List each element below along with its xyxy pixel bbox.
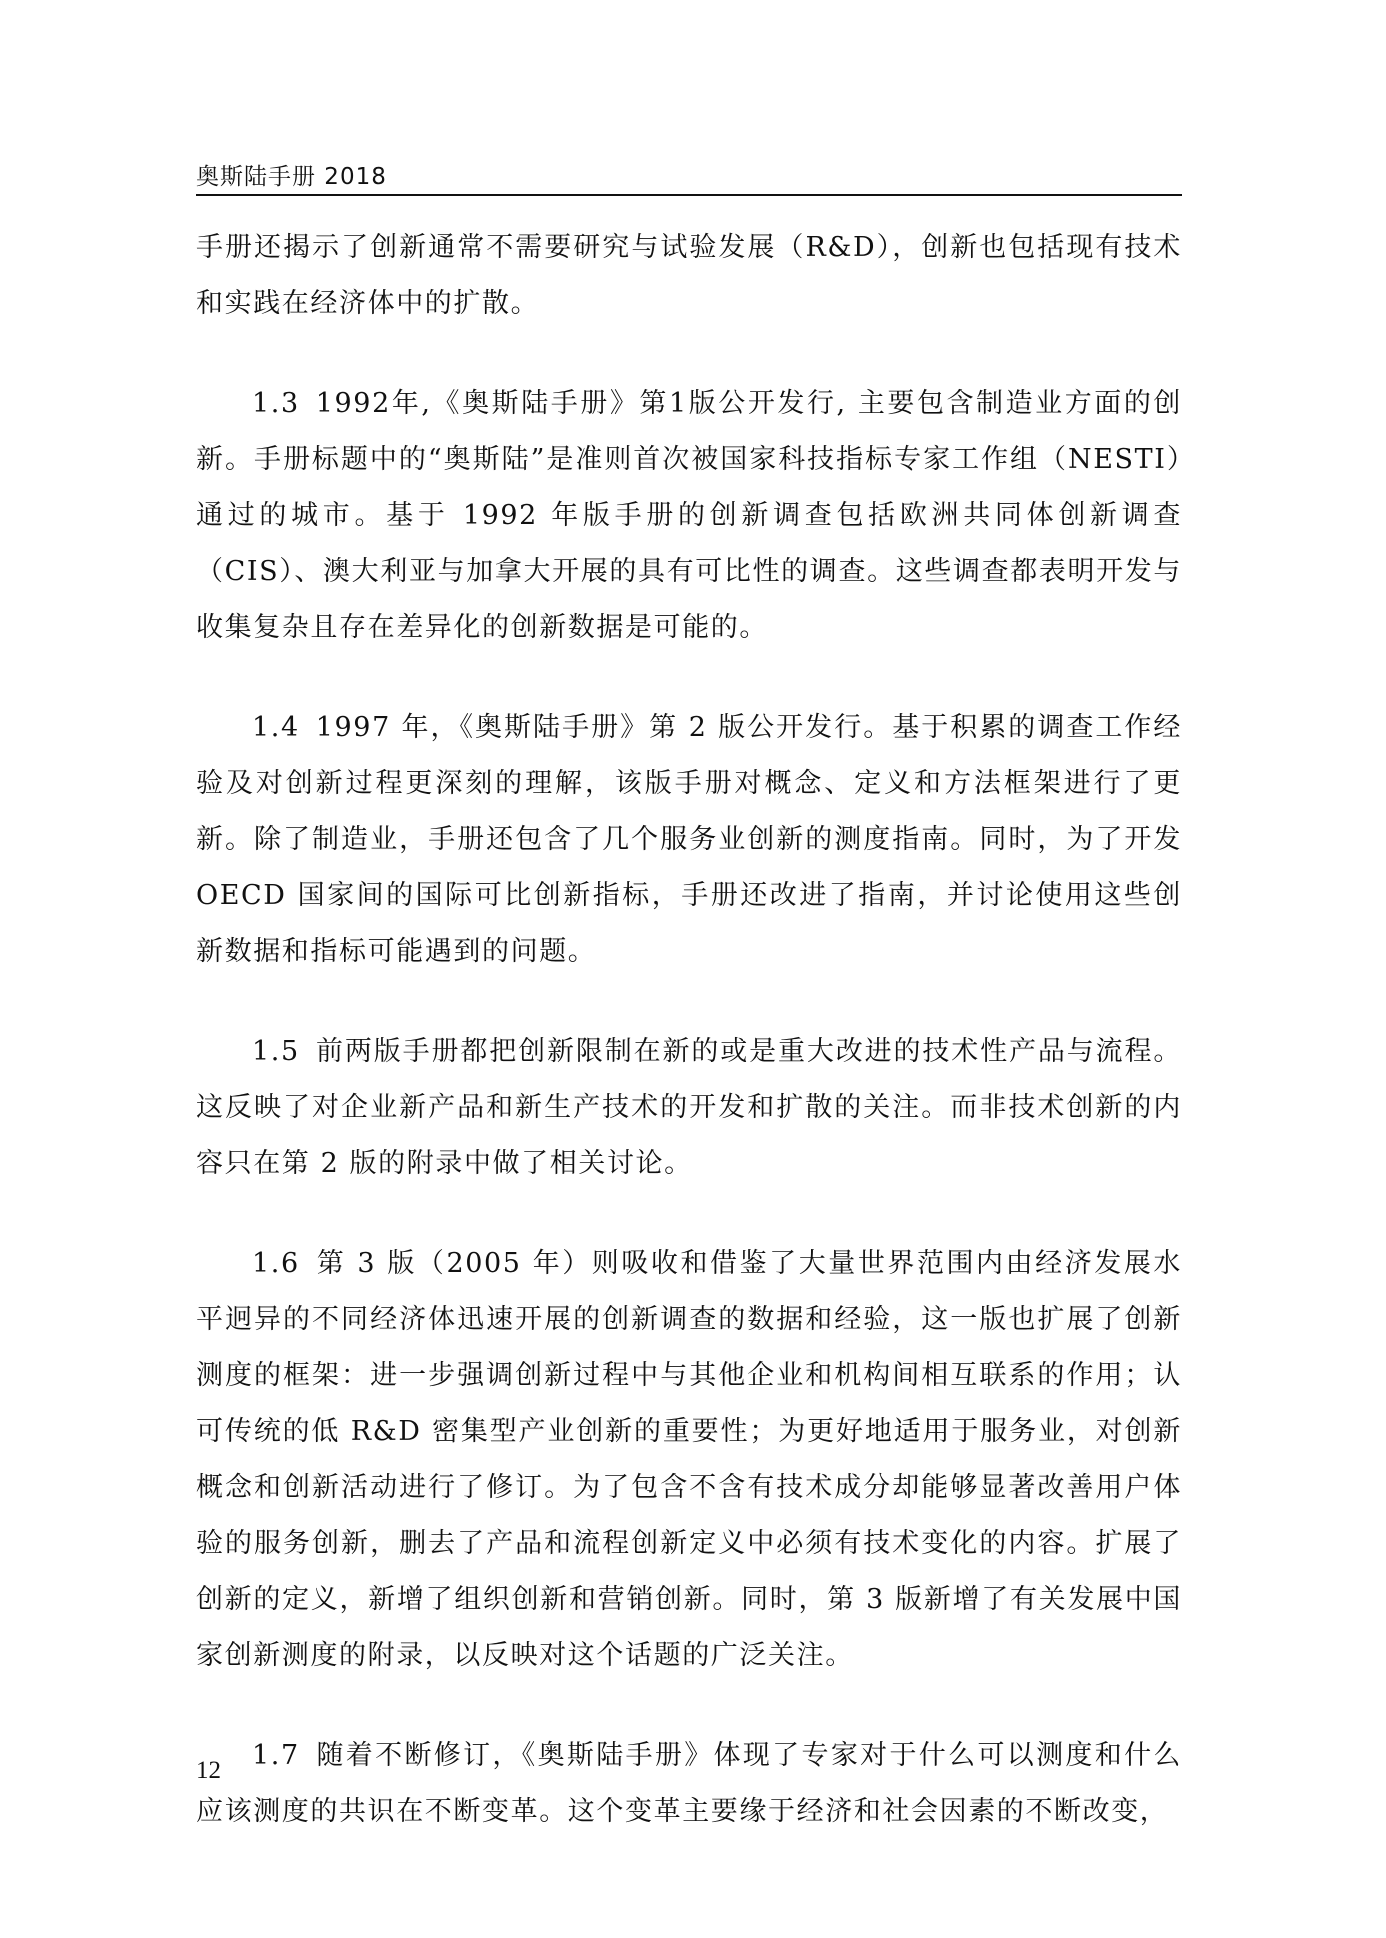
- paragraph-text: 随着不断修订，《奥斯陆手册》体现了专家对于什么可以测度和什么应该测度的共识在不断变革。这个变革主要缘于经济和社会因素的不断改变，: [196, 1740, 1182, 1827]
- paragraph-number: 1.6: [252, 1248, 300, 1279]
- paragraph-text: 1992年,《奥斯陆手册》第1版公开发行, 主要包含制造业方面的创新。手册标题中的“奥斯陆”是准则首次被国家科技指标专家工作组（NESTI）通过的城市。基于 1992 年版手册的创新调查包括欧洲共同体创新调查（CIS）、澳大利亚与加拿大开展的具有可比性的调查。这些调查都表明开发与收集复杂且存在差异化的创新数据是可能的。: [196, 388, 1182, 643]
- paragraph-text: 前两版手册都把创新限制在新的或是重大改进的技术性产品与流程。这反映了对企业新产品和新生产技术的开发和扩散的关注。而非技术创新的内容只在第 2 版的附录中做了相关讨论。: [196, 1036, 1182, 1179]
- paragraph-continuation: [196, 220, 1182, 332]
- page-number: 12: [196, 1757, 221, 1784]
- paragraph-text: 手册还揭示了创新通常不需要研究与试验发展（R&D），创新也包括现有技术和实践在经济体中的扩散。: [196, 232, 1182, 319]
- paragraph-number: 1.7: [252, 1740, 300, 1771]
- paragraph-1-5: [196, 1024, 1182, 1192]
- paragraph-number: 1.4: [252, 712, 300, 743]
- paragraph-text: 第 3 版（2005 年）则吸收和借鉴了大量世界范围内由经济发展水平迥异的不同经济体迅速开展的创新调查的数据和经验，这一版也扩展了创新测度的框架：进一步强调创新过程中与其他企业和机构间相互联系的作用；认可传统的低 R&D 密集型产业创新的重要性；为更好地适用于服务业，对创新概念和创新活动进行了修订。为了包含不含有技术成分却能够显著改善用户体验的服务创新，删去了产品和流程创新定义中必须有技术变化的内容。扩展了创新的定义，新增了组织创新和营销创新。同时，第 3 版新增了有关发展中国家创新测度的附录，以反映对这个话题的广泛关注。: [196, 1248, 1182, 1671]
- running-header: 奥斯陆手册 2018: [196, 164, 387, 190]
- paragraph-text: 1997 年，《奥斯陆手册》第 2 版公开发行。基于积累的调查工作经验及对创新过程更深刻的理解，该版手册对概念、定义和方法框架进行了更新。除了制造业，手册还包含了几个服务业创新的测度指南。同时，为了开发 OECD 国家间的国际可比创新指标，手册还改进了指南，并讨论使用这些创新数据和指标可能遇到的问题。: [196, 712, 1182, 967]
- body-text: [196, 220, 1182, 1884]
- paragraph-number: 1.3: [252, 388, 300, 419]
- paragraph-1-6: [196, 1236, 1182, 1684]
- paragraph-1-3: [196, 376, 1182, 656]
- paragraph-1-7: [196, 1728, 1182, 1840]
- paragraph-1-4: [196, 700, 1182, 980]
- paragraph-number: 1.5: [252, 1036, 300, 1067]
- header-divider: [196, 194, 1182, 196]
